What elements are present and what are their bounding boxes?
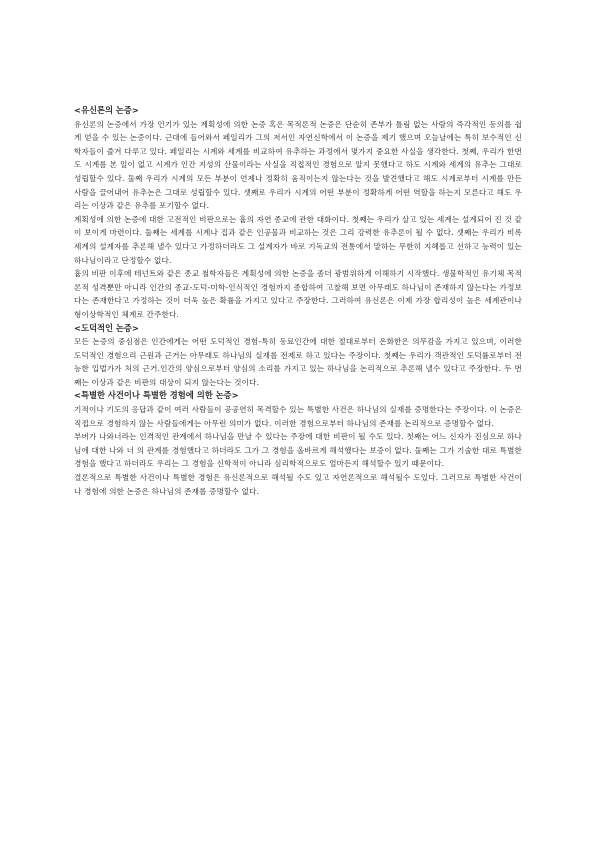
paragraph-miracles: 기적이나 기도의 응답과 같이 여러 사람들이 공공연히 목격할수 있는 특별한 사건은 하나님의 실재를 증명한다는 주장이다. 이 논증은 직접으로 경험하지 않는 사람들에게는 아무런 의미가 없다. 이러한 경험으로부터 하나님의 존재를 논리적으로 증명할수 없다. [74, 405, 522, 428]
section-heading-moral: <도덕적인 논증> [74, 322, 139, 333]
paragraph-hume-critique: 계획성에 의한 논증에 대한 고전적인 비판으로는 흄의 자연 종교에 관한 대화이다. 첫째는 우리가 살고 있는 세계는 설계되어 진 것 같이 보이게 마련이다. 둘째는 세계를 시계나 집과 같은 인공물과 비교하는 것은 그리 강력한 유추론이 될 수 없다. 셋째는 우리가 비록 세계의 설계자를 추론해 낼수 있다고 가정하더라도 그 설계자가 바로 기독교의 전통에서 말하는 무한히 지혜롭고 선하고 능력이 있는 하나님이라고 단정할수 없다. [74, 214, 523, 265]
paragraph-moral-argument: 모든 논증의 중심점은 인간에게는 어떤 도덕적인 경험-특히 동료인간에 대한 절대로부터 온화한은 의무감을 가지고 있으며, 이러한 도덕적인 경험으리 근원과 근거는 아무래도 하나님의 실재를 전제로 하고 있다는 주장이다. 첫째는 우리가 객관적인 도덕률로부터 전능한 입법가가 처의 근거.인간의 양심으로부터 양심의 소리를 가지고 있는 하나님을 논리적으로 추론해 낼수 있다고 주장한다. 두 번째는 이상과 같은 비판의 대상이 되지 않는다는 것이다. [74, 337, 522, 387]
paragraph-design-argument: 유신론의 논증에서 가장 인기가 있는 계획성에 의한 논증 혹은 목적론적 논증은 단순히 존부가 틀림 없는 사람의 즉각적인 동의를 쉽게 얻을 수 있는 논증이다. 근대에 들어와서 페일리가 그의 저서인 자연신학에서 이 논증을 제기 했으며 오늘날에는 특히 보수적인 신학자들이 즐겨 다루고 있다. 페일리는 시계와 세계를 비교하여 유추하는 과정에서 몇가지 중요한 사실을 생각한다. 첫째, 우리가 한번도 시계를 본 일이 없고 시계가 인간 지성의 산물이라는 사실을 직접적인 경험으로 알지 못했다고 하도 시계와 세계의 유추는 그대로 성립할수 있다. 둘째 우리가 시계의 모든 부분이 언제나 정확히 움직이는지 않는다는 것을 발견했다고 해도 시계로부터 시계를 만든 사람을 끌어내어 유추논은 그대로 성립할수 있다. 셋째로 우리가 시계의 어떤 부분이 정확하게 어떤 역할을 하는지 모른다고 해도 우리는 이상과 같은 유추를 포기할수 없다. [74, 119, 522, 211]
section-heading-theism: <유신론의 논증> [74, 105, 139, 115]
paragraph-buber: 부버가 나와너라는 인격적인 관계에서 하나님을 만날 수 있다는 주장에 대한 비판이 될 수도 있다. 첫째는 어느 신자가 진심으로 하나님에 대한 나와 너 의 관계를 경험했다고 하더라도 그가 그 경험을 올바르게 해석했다는 보증이 없다. 둘째는 그가 기술한 대로 특별한 경험을 했다고 하더라도 우리는 그 경험을 신학적이 아니라 심리학적으로도 얼마든지 해석할수 있기 때문이다. [74, 432, 523, 469]
paragraph-conclusion: 결론적으로 특별한 사건이나 특별한 경험은 유신론적으로 해석될 수도 있고 자연론적으로 해석될수 도있다. 그러므로 특별한 사건이나 경험에 의한 논증은 하나님의 존재를 증명할수 없다. [74, 473, 522, 496]
section-heading-special-events: <특별한 사건이나 특별한 경험에 의한 논증> [74, 390, 239, 401]
paragraph-tennant: 흄의 비판 이후에 테넌트와 같은 종교 철학자들은 계획성에 의한 논증을 좀더 광범위하게 이해하기 시작했다. 생물학적인 유기체 목적론적 성격뿐만 아니라 인간의 종교-도덕-미학-인식적인 경험까지 종합하여 고찰해 보면 아무래도 하나님이 존재하지 않는다는 가정보다는 존재한다고 가정하는 것이 더욱 높은 확률을 가지고 있다고 주장한다. 그러하여 유신론은 이제 가장 합리성이 높은 세계관이나 형이상학적인 체계로 간주한다. [74, 269, 522, 319]
document-page [74, 104, 522, 498]
